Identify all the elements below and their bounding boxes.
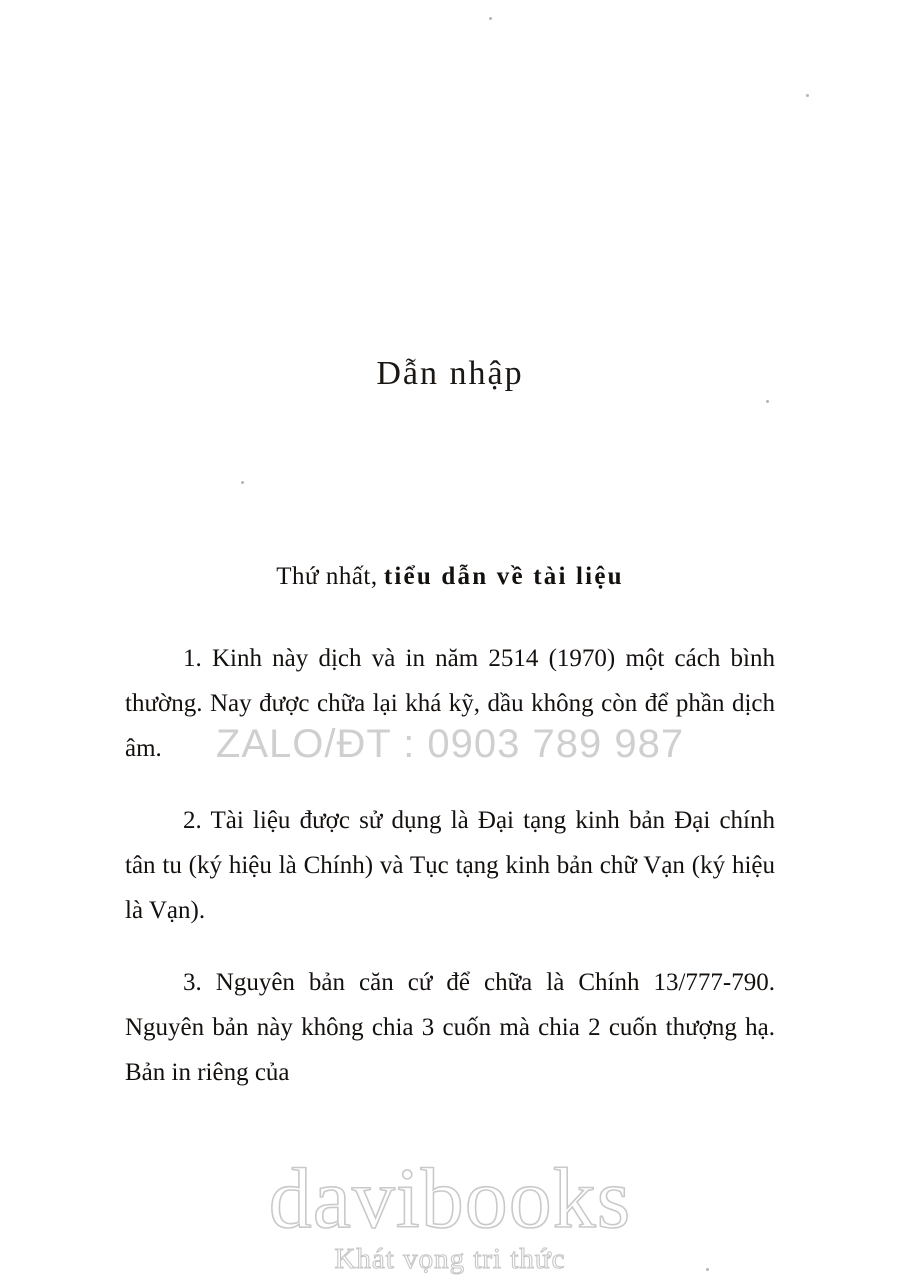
brand-watermark-name: davibooks [268,1150,632,1246]
brand-watermark-tagline: Khát vọng tri thức [334,1243,566,1275]
section-heading-prefix: Thứ nhất, [276,563,378,590]
body-paragraph: 2. Tài liệu được sử dụng là Đại tạng kinh bản Đại chính tân tu (ký hiệu là Chính) và Tục tạng kinh bản chữ Vạn (ký hiệu là Vạn). [125,807,775,924]
body-paragraph: 1. Kinh này dịch và in năm 2514 (1970) một cách bình thường. Nay được chữa lại khá kỹ, dầu không còn để phần dịch âm. [125,645,775,762]
page-content [125,0,775,1095]
scan-speck-icon [806,94,809,97]
phone-watermark: ZALO/ĐT : 0903 789 987 [215,722,685,766]
scan-speck-icon [706,1268,709,1271]
chapter-title: Dẫn nhập [376,355,524,392]
brand-watermark [0,1150,900,1276]
body-paragraph: 3. Nguyên bản căn cứ để chữa là Chính 13/777-790. Nguyên bản này không chia 3 cuốn mà chia 2 cuốn thượng hạ. Bản in riêng của [125,969,775,1086]
section-heading-emphasis: tiểu dẫn về tài liệu [383,563,624,590]
section-heading [125,563,775,591]
